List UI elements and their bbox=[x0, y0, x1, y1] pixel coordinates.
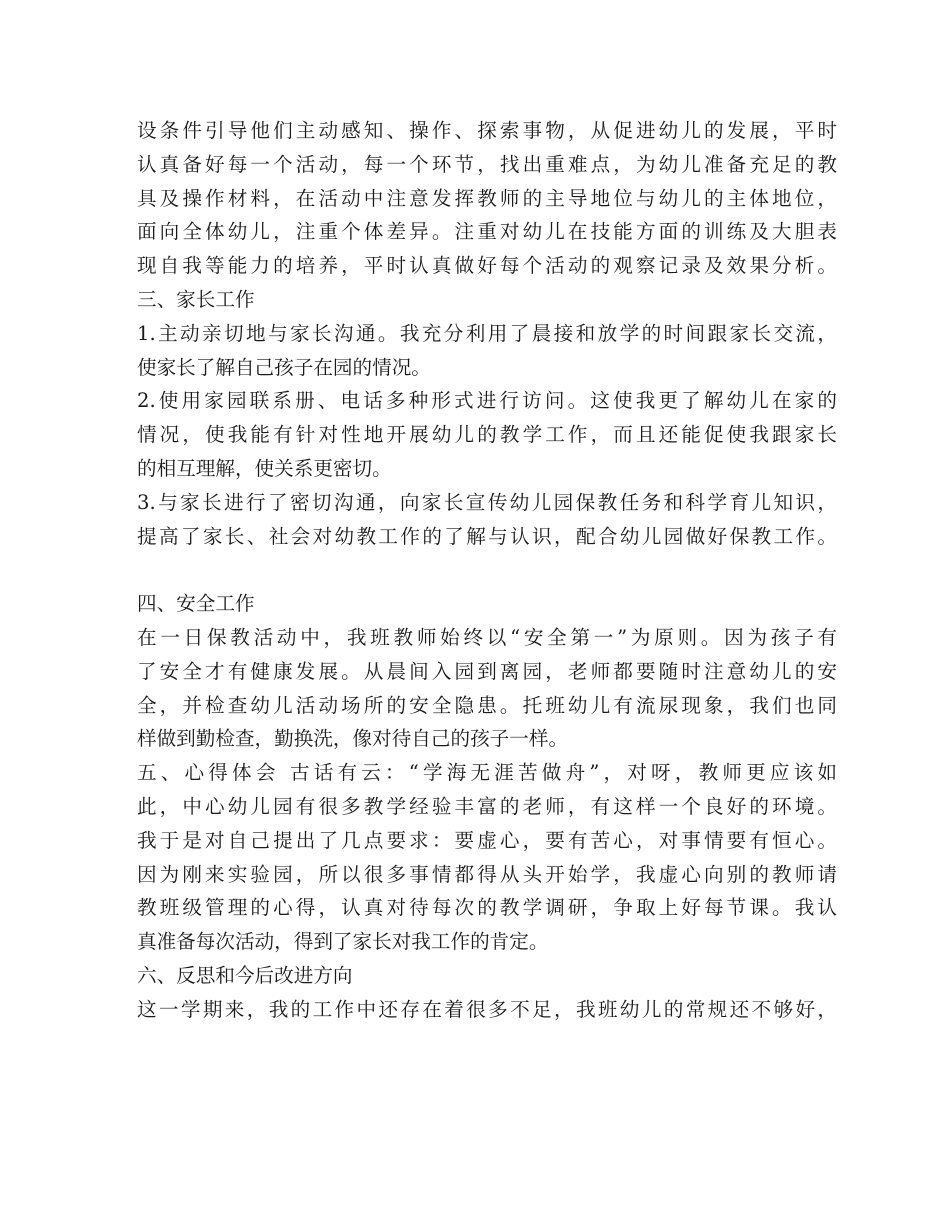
section-heading-safety: 四、安全工作 bbox=[137, 592, 255, 616]
paragraph-line: 真准备每次活动，得到了家长对我工作的肯定。 bbox=[137, 930, 549, 954]
paragraph-line: 认真备好每一个活动，每一个环节，找出重难点，为幼儿准备充足的教 bbox=[137, 152, 837, 176]
paragraph-line: 1.主动亲切地与家长沟通。我充分利用了晨接和放学的时间跟家长交流， bbox=[137, 321, 837, 345]
section-heading-reflection: 六、反思和今后改进方向 bbox=[137, 963, 353, 987]
paragraph-line: 2.使用家园联系册、电话多种形式进行访问。这使我更了解幼儿在家的 bbox=[137, 389, 837, 413]
blank-line bbox=[137, 553, 837, 587]
paragraph-line: 我于是对自己提出了几点要求：要虚心，要有苦心，对事情要有恒心。 bbox=[137, 828, 837, 852]
section-heading-experience: 五、心得体会 古话有云：“学海无涯苦做舟”，对呀，教师更应该如 bbox=[137, 761, 837, 785]
paragraph-line: 具及操作材料，在活动中注意发挥教师的主导地位与幼儿的主体地位， bbox=[137, 186, 837, 210]
paragraph-line: 这一学期来，我的工作中还存在着很多不足，我班幼儿的常规还不够好， bbox=[137, 997, 837, 1021]
paragraph-line: 了安全才有健康发展。从晨间入园到离园，老师都要随时注意幼儿的安 bbox=[137, 659, 837, 683]
paragraph-line: 因为刚来实验园，所以很多事情都得从头开始学，我虚心向别的教师请 bbox=[137, 862, 837, 886]
paragraph-line: 在一日保教活动中，我班教师始终以“安全第一”为原则。因为孩子有 bbox=[137, 625, 837, 649]
paragraph-line: 设条件引导他们主动感知、操作、探索事物，从促进幼儿的发展，平时 bbox=[137, 119, 837, 142]
paragraph-line: 教班级管理的心得，认真对待每次的教学调研，争取上好每节课。我认 bbox=[137, 896, 837, 920]
paragraph-line: 使家长了解自己孩子在园的情况。 bbox=[137, 355, 431, 379]
paragraph-line: 此，中心幼儿园有很多教学经验丰富的老师，有这样一个良好的环境。 bbox=[137, 794, 837, 818]
paragraph-line: 3.与家长进行了密切沟通，向家长宣传幼儿园保教任务和科学育儿知识， bbox=[137, 490, 837, 514]
paragraph-line: 现自我等能力的培养，平时认真做好每个活动的观察记录及效果分析。 bbox=[137, 254, 837, 278]
section-heading-parents: 三、家长工作 bbox=[137, 287, 255, 311]
paragraph-line: 样做到勤检查，勤换洗，像对待自己的孩子一样。 bbox=[137, 727, 569, 751]
paragraph-line: 全，并检查幼儿活动场所的安全隐患。托班幼儿有流尿现象，我们也同 bbox=[137, 693, 837, 717]
paragraph-line: 面向全体幼儿，注重个体差异。注重对幼儿在技能方面的训练及大胆表 bbox=[137, 220, 837, 244]
document-body bbox=[137, 114, 837, 1027]
paragraph-line: 情况，使我能有针对性地开展幼儿的教学工作，而且还能促使我跟家长 bbox=[137, 423, 837, 447]
paragraph-line: 的相互理解，使关系更密切。 bbox=[137, 456, 392, 480]
paragraph-line: 提高了家长、社会对幼教工作的了解与认识，配合幼儿园做好保教工作。 bbox=[137, 524, 837, 548]
